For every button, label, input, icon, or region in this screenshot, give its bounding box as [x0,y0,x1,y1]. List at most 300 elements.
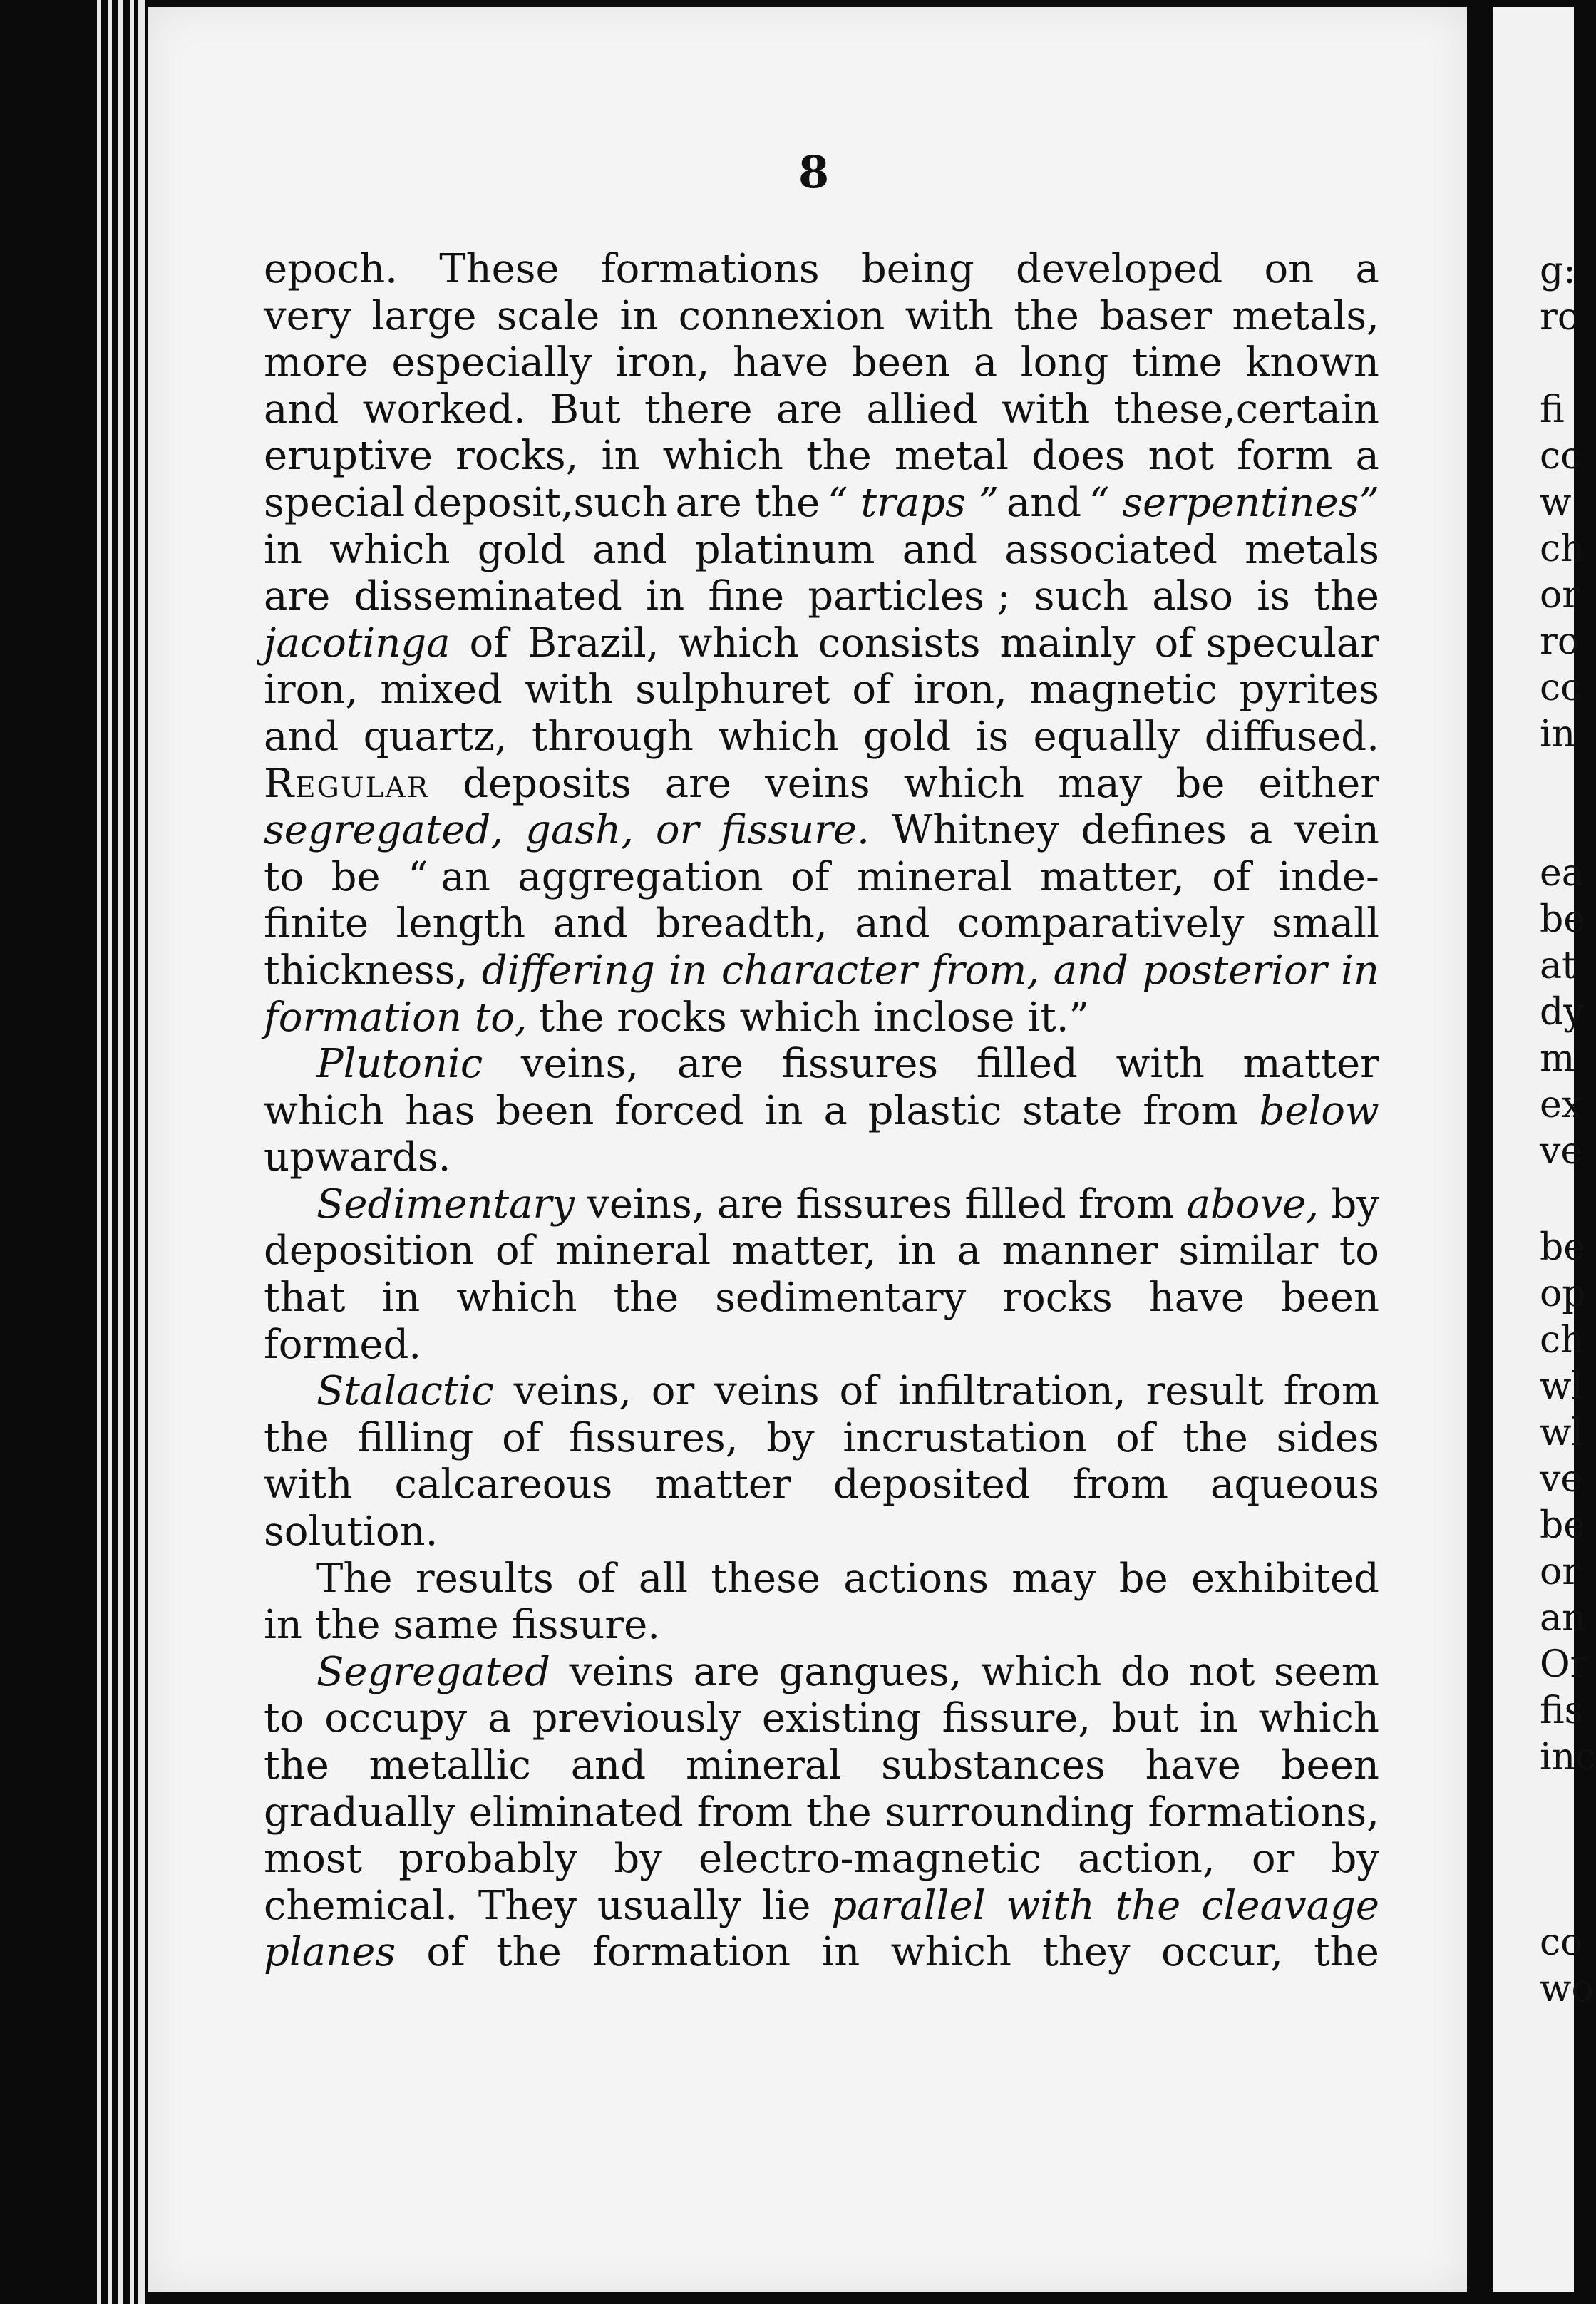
word: deposits [463,760,632,807]
word: substances [881,1742,1106,1789]
word: a [957,1228,982,1275]
word: been [495,1087,594,1134]
word: are the [675,479,820,526]
word: seem [1273,1648,1379,1695]
word: there [644,386,753,433]
word: segregated, [264,807,504,854]
adjacent-page-fragment: fi [1540,389,1565,431]
word: all [638,1555,689,1602]
adjacent-page-fragment: rc [1540,296,1578,339]
word: mainly [999,619,1136,667]
word: allied [866,386,978,433]
word: thickness, [264,947,468,994]
word: a [823,1087,848,1134]
word: being [860,246,974,292]
adjacent-page-fragment: be [1540,1504,1586,1547]
word: in [1199,1695,1238,1742]
word: very [264,292,352,339]
word: in [764,1087,803,1134]
word: may [1011,1555,1096,1602]
word: in the same fissure. [264,1602,661,1649]
word: finite [264,900,369,947]
word: formations [600,246,820,292]
word: Stalactic [316,1368,494,1415]
word: mixed [380,667,503,714]
word: in [619,292,659,339]
word: the [613,1275,679,1322]
text-line [264,1789,1379,1836]
word: and [592,526,668,573]
word: matter, [731,1228,877,1275]
text-line [264,807,1379,854]
adjacent-page-fragment: wl [1540,1411,1584,1454]
text-line [264,246,1379,293]
word: associated [1004,526,1217,573]
word: in [601,433,640,480]
word: lie [761,1882,811,1929]
word: below [1259,1087,1379,1134]
word: been [1280,1275,1379,1322]
word: known [1245,339,1379,386]
word: by [1331,1836,1379,1883]
word: which [903,760,1025,807]
word: calcareous [394,1461,613,1508]
word: these [711,1555,820,1602]
adjacent-page-fragment: ch [1540,1319,1585,1362]
word: Segregated [316,1648,550,1695]
word: formation [592,1929,791,1976]
text-line [264,1649,1379,1696]
word: are [676,1041,743,1088]
word: action, [1077,1836,1215,1883]
word: which [980,1648,1102,1695]
text-line [264,480,1379,527]
text-line [264,1322,1379,1369]
word: deposition [264,1228,475,1275]
word: a [1248,807,1273,854]
word: with [1116,1041,1205,1088]
word: or [651,1368,695,1415]
word: the [264,1414,329,1461]
text-line [264,1602,1379,1649]
adjacent-page-fragment: ve [1540,1130,1583,1173]
adjacent-page-fragment: co [1540,1921,1583,1964]
word: diffused. [1204,713,1379,760]
word: a [488,1695,512,1742]
word: are [664,760,732,807]
word: These [439,246,560,292]
text-line [264,433,1379,480]
adjacent-page-fragment: Or [1540,1643,1588,1686]
word: forced [614,1087,744,1134]
word: actions [843,1555,989,1602]
word: that [264,1275,346,1322]
word: and [570,1742,647,1789]
word: a [973,339,998,386]
text-line [264,1134,1379,1181]
word: scale [496,292,600,339]
word: with [1006,1882,1095,1929]
word: occur, [1160,1929,1283,1976]
word: are [693,1648,760,1695]
word: iron, [912,667,1008,714]
text-line [264,1555,1379,1603]
word: fine [708,573,784,620]
word: baser [1099,292,1213,339]
word: formations, [1148,1789,1379,1836]
word: jacotinga [264,619,451,667]
word: iron, [615,339,710,386]
word: the [1314,1929,1379,1976]
word: more [264,339,369,386]
word: matter [1242,1041,1379,1088]
word: have [1148,1275,1245,1322]
word: to [264,853,304,900]
word: be [1118,1555,1168,1602]
word: rocks [1002,1275,1113,1322]
word: deposited [833,1461,1031,1508]
word: which [678,619,799,667]
word: deposit,such [413,479,668,526]
adjacent-page-fragment: at [1540,945,1577,987]
word: of [839,1368,878,1415]
word: metals, [1232,292,1379,339]
word: in [381,1275,421,1322]
word: result [1145,1368,1264,1415]
word: Brazil, [527,619,659,667]
adjacent-page-fragment: ex [1540,1084,1583,1126]
word: from [1143,1087,1239,1134]
adjacent-page-fragment: an [1540,1597,1586,1640]
word: the [1183,1414,1248,1461]
word: veins, [513,1368,632,1415]
word: and [902,526,978,573]
word: But [549,386,621,433]
text-line [264,1929,1379,1976]
word: does [1031,433,1126,480]
text-line [264,1181,1379,1228]
word: of [791,853,830,900]
word: of [426,1929,465,1976]
word: magnetic [1029,667,1217,714]
word: which [718,713,839,760]
text-line [264,386,1379,433]
word: which [662,433,783,480]
word: formation to, [264,994,527,1041]
adjacent-page-fragment: or [1540,574,1580,617]
adjacent-page-fragment: be [1540,1226,1586,1269]
word: veins [569,1648,675,1695]
word: by [614,1836,662,1883]
word: not [1188,1648,1255,1695]
word: but [1111,1695,1179,1742]
text-line [264,339,1379,386]
word: sedimentary [715,1275,967,1322]
word: and [1006,479,1082,526]
word: have [732,339,829,386]
word: or [1251,1836,1295,1883]
word: in [821,1929,860,1976]
text-line [264,1508,1379,1555]
word: and [552,900,628,947]
word: worked. [362,386,526,433]
word: matter [654,1461,791,1508]
word: “ serpentines” [1088,479,1379,526]
word: from [1072,1461,1168,1508]
word: exhibited [1191,1555,1379,1602]
word: such [1034,573,1128,620]
word: which [456,1275,577,1322]
adjacent-page-fragment: g: [1540,250,1576,292]
word: fissure. [721,807,870,854]
word: pyrites [1239,667,1379,714]
word: is [975,713,1009,760]
word: these,certain [1113,386,1379,433]
word: been [1280,1742,1379,1789]
adjacent-page-fragment: dy [1540,991,1585,1034]
word: or [655,807,699,854]
adjacent-page-fragment: wo [1540,1968,1594,2010]
word: they [1042,1929,1131,1976]
word: electro-magnetic [698,1836,1041,1883]
word: manner [1002,1228,1158,1275]
text-line [264,854,1379,901]
word: metals [1245,526,1379,573]
word: disseminated [354,573,622,620]
word: gold [477,526,566,573]
word: state [1022,1087,1123,1134]
word: above, [1186,1181,1319,1228]
text-line [264,1088,1379,1135]
word: results [415,1555,554,1602]
word: equally [1033,713,1180,760]
word: metallic [369,1742,531,1789]
word: eruptive [264,433,433,480]
word: been [851,339,951,386]
word: are [776,386,843,433]
word: matter, [1039,853,1185,900]
text-line [264,761,1379,808]
word: aggregation [518,853,763,900]
word: particles ; [808,573,1011,620]
word: inde- [1278,853,1379,900]
word: gangues, [778,1648,962,1695]
word: from, [931,947,1040,994]
word: the [1115,1882,1181,1929]
word: time [1131,339,1222,386]
text-line [264,1275,1379,1322]
word: existing [761,1695,922,1742]
word: are [264,573,331,620]
word: solution. [264,1508,438,1555]
text-line [264,293,1379,340]
word: metal [894,433,1009,480]
adjacent-page-fragment: inc [1540,1736,1596,1779]
word: of [1116,1414,1155,1461]
word: veins, [520,1041,639,1088]
word: be [1175,760,1225,807]
word: sides [1276,1414,1379,1461]
word: mineral [685,1742,842,1789]
word: the [496,1929,562,1976]
text-line [264,1041,1379,1088]
word: incrustation [843,1414,1088,1461]
word: either [1258,760,1379,807]
text-line [264,947,1379,994]
word: formed. [264,1321,422,1368]
word: are [716,1181,784,1228]
word: and [264,713,339,760]
word: the [805,1789,872,1836]
word: with [524,667,614,714]
word: mineral [555,1228,711,1275]
adjacent-page-fragment: wl [1540,1365,1584,1408]
word: mineral [857,853,1013,900]
word: and [264,386,339,433]
word: and [855,900,930,947]
word: infiltration, [897,1368,1126,1415]
word: fissures [781,1041,939,1088]
word: usually [597,1882,741,1929]
word: fissure, [942,1695,1091,1742]
word: special [264,479,406,526]
text-line [264,1228,1379,1275]
text-line [264,573,1379,620]
word: comparatively [957,900,1245,947]
word: on [1264,246,1314,292]
word: filled [964,1181,1066,1228]
word: may [1058,760,1143,807]
word: chemical. [264,1882,458,1929]
word: most [264,1836,363,1883]
word: “ traps ” [828,479,999,526]
word: of [495,1228,535,1275]
word: character [721,947,917,994]
word: especially [391,339,592,386]
word: probably [398,1836,578,1883]
text-line [264,1368,1379,1415]
word: with [264,1461,353,1508]
word: platinum [694,526,875,573]
word: Whitney [891,807,1059,854]
adjacent-page-fragment: ro [1540,620,1580,663]
word: fissures [796,1181,953,1228]
word: iron, [264,667,359,714]
word: posterior [1142,947,1327,994]
word: from [1078,1181,1175,1228]
word: Plutonic [316,1041,483,1088]
text-line [264,714,1379,761]
word: from [1283,1368,1379,1415]
word: rocks, [455,433,579,480]
word: connexion [678,292,885,339]
word: the [1014,292,1079,339]
word: veins, [587,1181,705,1228]
word: gold [863,713,952,760]
word: gradually [264,1789,455,1836]
page-number: 8 [798,146,830,198]
word: Regular [264,760,430,807]
word: in [669,947,708,994]
word: gash, [525,807,634,854]
word: breadth, [655,900,828,947]
text-line [264,1742,1379,1789]
word: by [1331,1181,1379,1228]
book-gutter [93,0,148,2304]
word: through [531,713,694,760]
word: developed [1015,246,1223,292]
word: form [1237,433,1333,480]
word: of [469,619,508,667]
adjacent-page-fragment: cc [1540,667,1582,709]
text-line [264,1836,1379,1883]
adjacent-page-fragment: w [1540,481,1572,524]
word: consists [818,619,981,667]
text-line [264,1883,1379,1930]
word: which [264,1087,385,1134]
word: aqueous [1210,1461,1379,1508]
text-line [264,1415,1379,1462]
word: in [646,573,685,620]
word: the rocks which inclose it.” [538,994,1090,1041]
word: defines [1081,807,1227,854]
word: in [897,1228,937,1275]
text-line [264,620,1379,667]
word: from [696,1789,793,1836]
word: planes [264,1929,396,1976]
word: with [1001,386,1091,433]
word: filled [976,1041,1078,1088]
word: the [806,433,872,480]
adjacent-page-fragment: ve [1540,1458,1583,1501]
word: upwards. [264,1134,451,1181]
word: which [890,1929,1011,1976]
word: of specular [1154,619,1379,667]
word: the [1314,573,1379,620]
word: eliminated [468,1789,684,1836]
adjacent-page-fragment: ch [1540,528,1585,570]
word: Sedimentary [316,1181,575,1228]
word: previously [532,1695,741,1742]
word: The [316,1555,393,1602]
word: is [1257,573,1290,620]
word: which [1258,1695,1379,1742]
text-line [264,994,1379,1042]
word: “ an [408,853,490,900]
word: the [264,1742,329,1789]
word: of [577,1555,616,1602]
adjacent-page-fragment: or [1540,1550,1580,1593]
word: of [1212,853,1251,900]
word: plastic [867,1087,1002,1134]
word: quartz, [363,713,508,760]
word: do [1120,1648,1170,1695]
word: be [331,853,381,900]
text-line [264,1461,1379,1508]
body-text [264,246,1379,1976]
word: length [396,900,526,947]
adjacent-page-fragment: ea [1540,852,1584,895]
word: filling [357,1414,474,1461]
word: small [1271,900,1379,947]
word: cleavage [1201,1882,1379,1929]
word: not [1148,433,1214,480]
word: in [1341,947,1379,994]
word: large [371,292,477,339]
word: of [852,667,891,714]
word: epoch. [264,246,398,292]
adjacent-page-fragment: in [1540,713,1576,756]
